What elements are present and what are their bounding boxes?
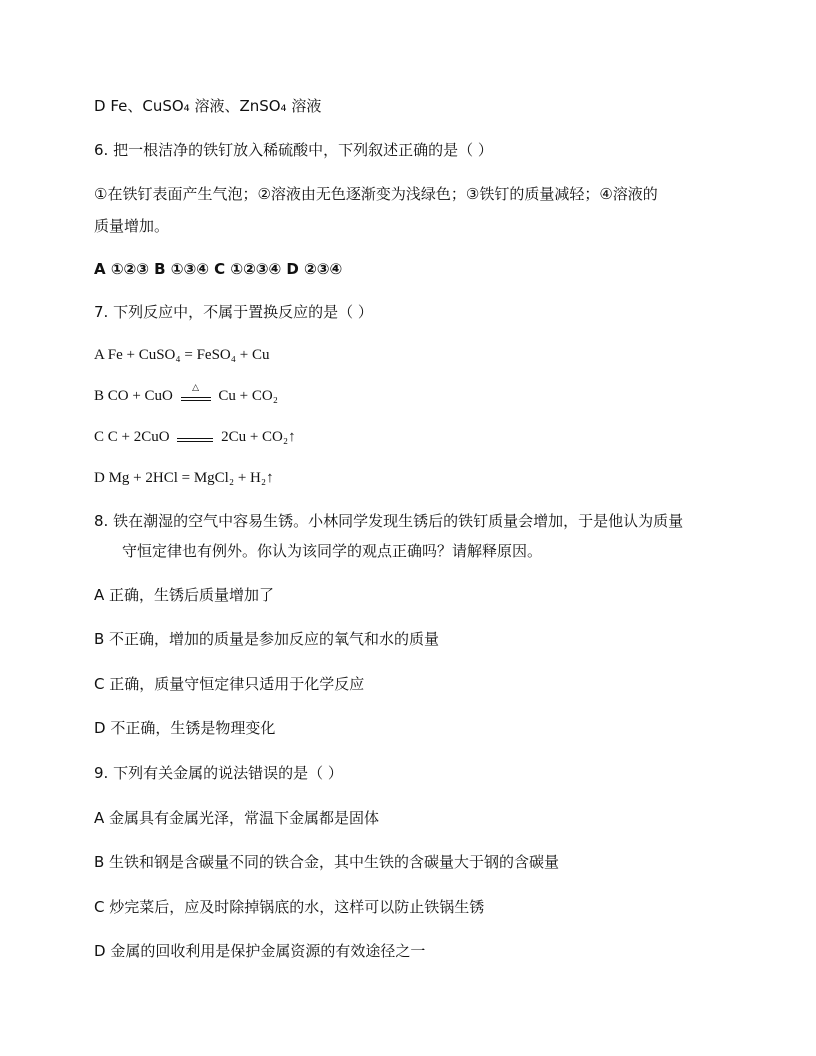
q9-stem: 9. 下列有关金属的说法错误的是（ ）	[94, 764, 343, 782]
q9-option-b: B 生铁和钢是含碳量不同的铁合金，其中生铁的含碳量大于钢的含碳量	[94, 853, 560, 871]
q8-option-c: C 正确，质量守恒定律只适用于化学反应	[94, 675, 365, 693]
q7-option-a: A Fe + CuSO₄ = FeSO₄ + Cu	[94, 347, 270, 363]
q6-options: A ①②③ B ①③④ C ①②③④ D ②③④	[94, 260, 343, 278]
q9-option-a: A 金属具有金属光泽，常温下金属都是固体	[94, 809, 380, 827]
q6-statements-line-2: 质量增加。	[94, 217, 170, 235]
q7-stem: 7. 下列反应中，不属于置换反应的是（ ）	[94, 303, 373, 321]
q5-option-d: D Fe、CuSO₄ 溶液、ZnSO₄ 溶液	[94, 97, 322, 115]
q7-option-d: D Mg + 2HCl = MgCl₂ + H₂↑	[94, 470, 274, 486]
q8-stem-line-2: 守恒定律也有例外。你认为该同学的观点正确吗？请解释原因。	[122, 542, 543, 560]
q9-option-d: D 金属的回收利用是保护金属资源的有效途径之一	[94, 942, 426, 960]
q6-statements-line-1: ①在铁钉表面产生气泡；②溶液由无色逐渐变为浅绿色；③铁钉的质量减轻；④溶液的	[94, 185, 658, 203]
q7-option-c-reactants: C C + 2CuO	[94, 429, 170, 445]
q9-option-c: C 炒完菜后，应及时除掉锅底的水，这样可以防止铁锅生锈	[94, 898, 485, 916]
q7-option-b-products: Cu + CO₂	[218, 388, 278, 404]
reaction-condition-sign	[177, 432, 213, 444]
equals-bar-bottom	[177, 441, 213, 442]
heating-condition-sign	[181, 382, 211, 403]
q8-option-d: D 不正确，生锈是物理变化	[94, 719, 276, 737]
q7-option-b-reactants: B CO + CuO	[94, 388, 173, 404]
q7-option-c-products: 2Cu + CO₂↑	[221, 429, 296, 445]
q8-stem-line-1: 8. 铁在潮湿的空气中容易生锈。小林同学发现生锈后的铁钉质量会增加，于是他认为质量	[94, 512, 684, 530]
q7-option-b	[94, 382, 278, 406]
heat-triangle-icon: △	[192, 382, 200, 393]
equals-bar-bottom	[181, 400, 211, 401]
q6-stem: 6. 把一根洁净的铁钉放入稀硫酸中，下列叙述正确的是（ ）	[94, 141, 493, 159]
q8-option-b: B 不正确，增加的质量是参加反应的氧气和水的质量	[94, 630, 440, 648]
equals-bar-top	[177, 438, 213, 439]
q7-option-c	[94, 427, 296, 447]
equals-bar-top	[181, 397, 211, 398]
q8-option-a: A 正确，生锈后质量增加了	[94, 586, 275, 604]
